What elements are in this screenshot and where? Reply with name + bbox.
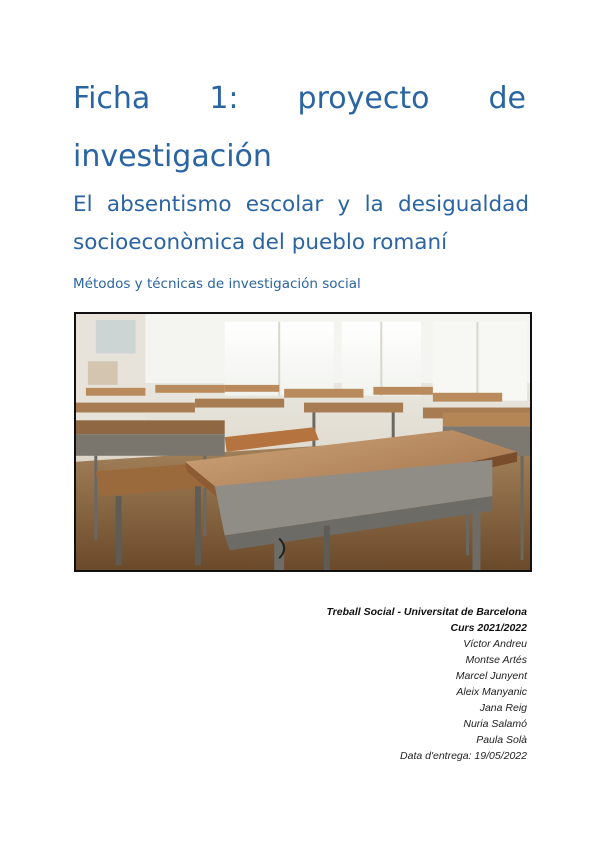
classroom-photo: [74, 312, 532, 572]
author: Jana Reig: [479, 702, 527, 714]
author: Paula Solà: [476, 734, 527, 746]
document-title: [73, 70, 526, 186]
course-name: Métodos y técnicas de investigación social: [73, 276, 361, 292]
author: Nuria Salamó: [463, 718, 527, 730]
author: Aleix Manyanic: [456, 686, 527, 698]
title-line-1: [73, 70, 526, 128]
document-subtitle: El absentismo escolar y la desigualdad socioeconòmica del pueblo romaní: [73, 192, 529, 255]
title-word: proyecto: [297, 81, 430, 116]
institution: Treball Social - Universitat de Barcelona: [326, 606, 527, 618]
academic-year: Curs 2021/2022: [450, 622, 527, 634]
title-line-2: investigación: [73, 139, 272, 174]
title-word: 1:: [209, 81, 239, 116]
title-word: Ficha: [73, 81, 151, 116]
credits-block: [207, 604, 527, 764]
author: Montse Artés: [465, 654, 527, 666]
title-word: de: [488, 81, 526, 116]
author: Marcel Junyent: [455, 670, 527, 682]
classroom-illustration: [76, 314, 530, 570]
author: Víctor Andreu: [463, 638, 527, 650]
delivery-date: Data d'entrega: 19/05/2022: [400, 750, 527, 762]
